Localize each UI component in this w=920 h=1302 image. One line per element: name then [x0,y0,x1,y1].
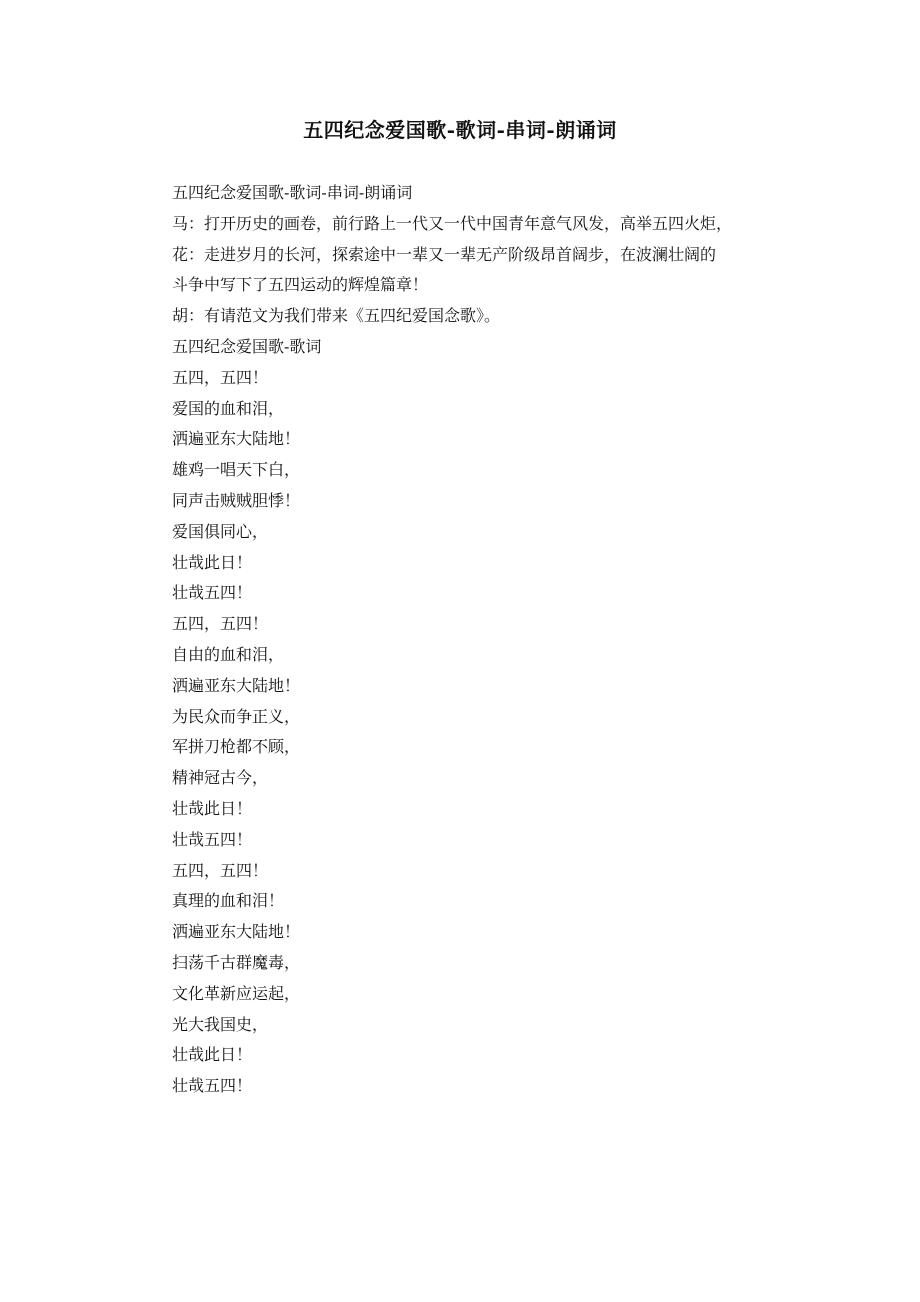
paragraph: 斗争中写下了五四运动的辉煌篇章！ [172,275,429,295]
lyric-line: 五四，五四！ [172,367,269,387]
lyric-line: 壮哉五四！ [172,1076,253,1096]
lyric-line: 同声击贼贼胆悸！ [172,490,301,510]
document-body [140,178,780,1102]
lyric-line: 为民众而争正义， [172,706,301,726]
lyric-line: 壮哉此日！ [172,552,253,572]
lyric-line: 扫荡千古群魔毒， [172,952,301,972]
lyric-line: 五四，五四！ [172,614,269,634]
lyric-line: 洒遍亚东大陆地！ [172,429,301,449]
lyric-line: 壮哉五四！ [172,829,253,849]
lyric-line: 真理的血和泪！ [172,891,285,911]
lyric-line: 文化革新应运起， [172,983,301,1003]
paragraph: 胡：有请范文为我们带来《五四纪爱国念歌》。 [172,306,501,326]
lyric-line: 洒遍亚东大陆地！ [172,675,301,695]
lyric-line: 爱国俱同心， [172,521,269,541]
lyric-line: 壮哉此日！ [172,798,253,818]
lyric-line: 壮哉此日！ [172,1045,253,1065]
lyric-line: 光大我国史， [172,1014,269,1034]
paragraph: 花：走进岁月的长河，探索途中一辈又一辈无产阶级昂首阔步，在波澜壮阔的 [172,244,717,264]
lyric-line: 自由的血和泪， [172,644,285,664]
paragraph: 马：打开历史的画卷，前行路上一代又一代中国青年意气风发，高举五四火炬， [172,213,733,233]
lyric-line: 雄鸡一唱天下白， [172,460,301,480]
paragraph: 五四纪念爱国歌-歌词 [172,336,322,356]
document-title: 五四纪念爱国歌-歌词-串词-朗诵词 [303,118,617,142]
lyric-line: 军拼刀枪都不顾， [172,737,301,757]
lyric-line: 洒遍亚东大陆地！ [172,922,301,942]
lyric-line: 五四，五四！ [172,860,269,880]
paragraph: 五四纪念爱国歌-歌词-串词-朗诵词 [172,183,413,202]
lyric-line: 精神冠古今， [172,768,269,788]
lyric-line: 壮哉五四！ [172,583,253,603]
lyric-line: 爱国的血和泪， [172,398,285,418]
